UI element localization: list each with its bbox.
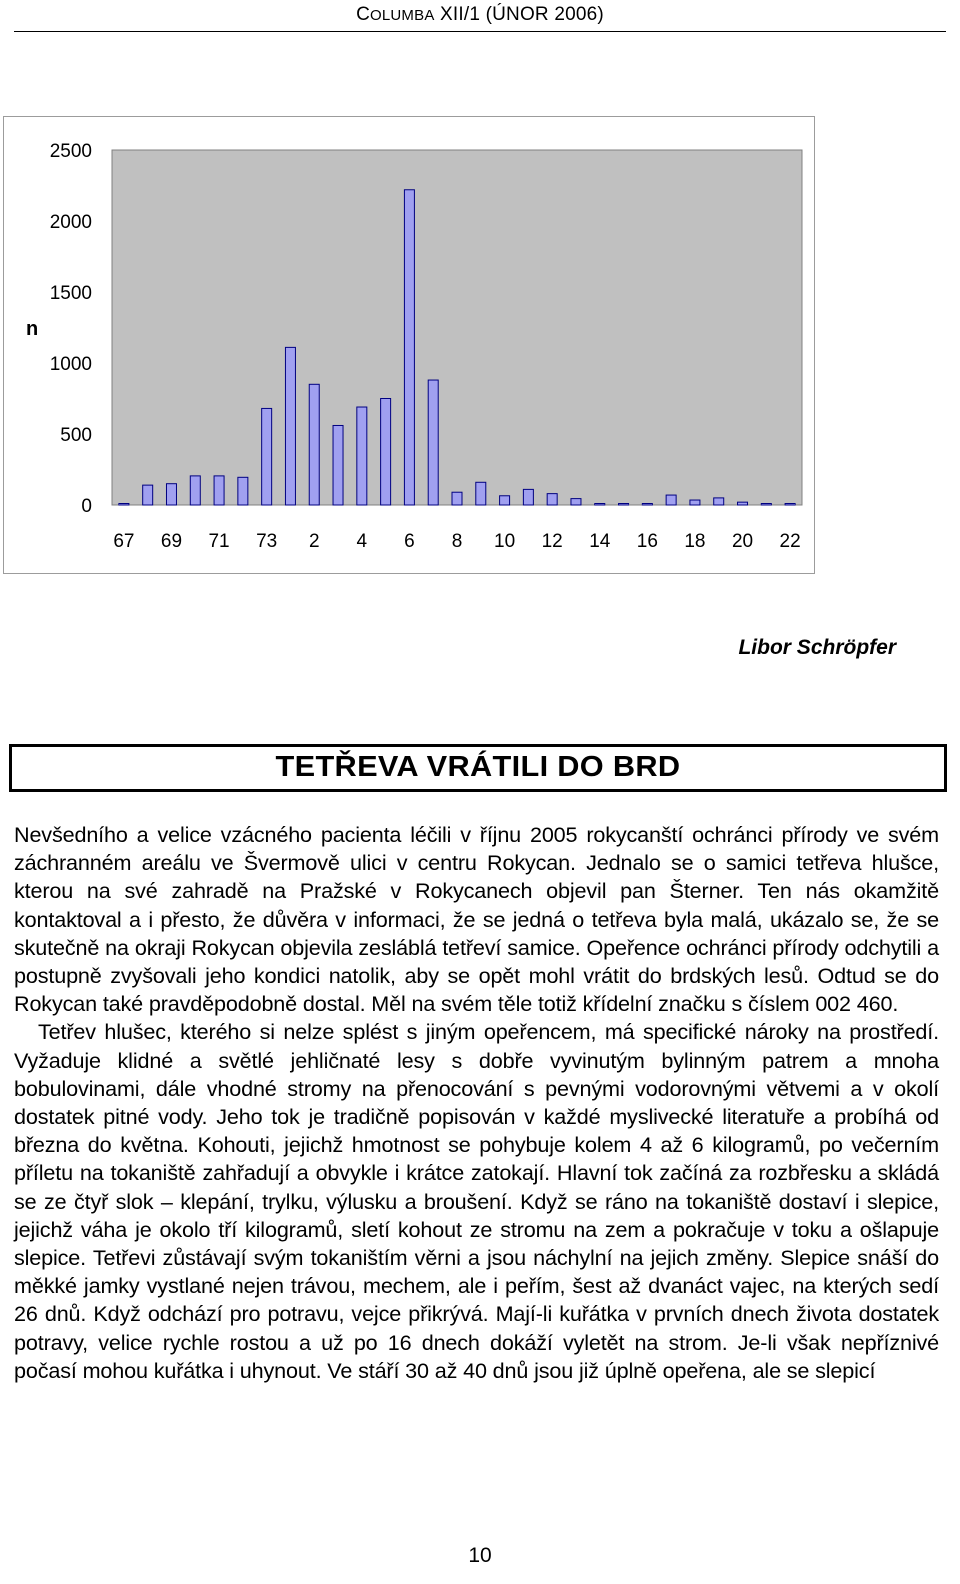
x-tick-label: 6	[404, 531, 415, 552]
journal-name-rest: OLUMBA	[369, 7, 435, 24]
y-tick-label: 2500	[49, 141, 92, 162]
page-number: 10	[468, 1544, 492, 1567]
bar-18	[690, 500, 700, 505]
bar-8	[452, 492, 462, 505]
running-header	[300, 4, 660, 26]
bar-16	[642, 504, 652, 506]
y-tick-labels	[50, 141, 92, 517]
bar-14	[595, 504, 605, 506]
chart-svg	[4, 117, 816, 575]
x-tick-label: 20	[731, 531, 754, 552]
bar-69	[166, 484, 176, 505]
y-tick-label: 0	[81, 496, 92, 517]
x-tick-label: 2	[308, 531, 320, 552]
bar-71	[214, 476, 224, 505]
bar-13	[571, 499, 581, 505]
y-tick-label: 2000	[49, 212, 92, 233]
paragraph-2: Tetřev hlušec, kterého si nelze splést s jiným opeřencem, má specifické nároky na prostředí. Vyžaduje klidné a světlé jehličnaté lesy s dobře vyvinutým bylinným patrem a mnoha bobulovinami, dále vhodné stromy na přenocování s pevnými vodorovnými větvemi a v okolí dostatek pitné vody. Jeho tok je tradičně popisován v každé myslivecké literatuře a probíhá od března do května. Kohouti, jejichž hmotnost se pohybuje kolem 4 až 6 kilogramů, po večerním příletu na tokaniště zahřadují a obvykle i krátce zatokají. Hlavní tok začíná za rozbřesku a skládá se ze čtyř slok – klepání, trylku, výlusku a broušení. Když se ráno na tokaniště dostaví i slepice, jejichž váha je okolo tří kilogramů, sletí kohout ze stromu na zem a pokračuje v toku a ošlapuje slepice. Tetřevi zůstávají svým tokaništím věrni a jsou náchylní na jejich změny. Slepice snáší do měkké jamky vystlané nejen trávou, mechem, ale i peřím, šest až dvanáct vajec, na kterých sedí 26 dnů. Když odchází pro potravu, vejce přikrývá. Mají-li kuřátka v prvních dnech života dostatek potravy, velice rychle rostou a už po 16 dnech dokáží vyletět na strom. Je-li však nepříznivé počasí mohou kuřátka i uhynout. Ve stáří 30 až 40 dnů jsou již úplně opeřena, ale se slepicí	[14, 1019, 939, 1383]
bar-20	[738, 502, 748, 505]
bar-10	[500, 496, 510, 505]
x-tick-label: 71	[208, 531, 230, 552]
x-tick-label: 16	[636, 531, 658, 552]
bar-15	[619, 504, 629, 506]
x-tick-label: 67	[113, 531, 135, 552]
header-rule	[14, 31, 946, 32]
bar-73	[262, 408, 272, 505]
bar-68	[143, 485, 153, 505]
y-tick-label: 1500	[49, 283, 92, 304]
x-tick-label: 69	[160, 531, 183, 552]
bar-21	[761, 504, 771, 506]
bar-70	[190, 476, 200, 505]
bar-4	[357, 407, 367, 505]
bar-72	[238, 477, 248, 505]
issue-info: XII/1 (ÚNOR 2006)	[440, 4, 604, 25]
y-tick-label: 500	[60, 425, 92, 446]
bar-3	[333, 425, 343, 505]
bar-6	[404, 190, 414, 505]
bar-7	[428, 380, 438, 505]
x-tick-labels	[113, 531, 800, 552]
bar-9	[476, 482, 486, 505]
bar-2	[309, 384, 319, 505]
author-name: Libor Schröpfer	[738, 636, 896, 659]
article-title: TETŘEVA VRÁTILI DO BRD	[275, 751, 681, 783]
y-axis-label: n	[26, 318, 39, 340]
article-title-box	[9, 744, 947, 792]
x-tick-label: 4	[356, 531, 368, 552]
bar-12	[547, 494, 557, 505]
bar-19	[714, 498, 724, 505]
x-tick-label: 10	[494, 531, 516, 552]
bar-22	[785, 504, 795, 506]
x-tick-label: 14	[589, 531, 611, 552]
bar-chart	[3, 116, 815, 574]
y-tick-label: 1000	[49, 354, 92, 375]
bar-1	[285, 347, 295, 505]
x-tick-label: 8	[451, 531, 463, 552]
x-tick-label: 12	[541, 531, 563, 552]
x-tick-label: 22	[779, 531, 801, 552]
x-tick-label: 73	[256, 531, 278, 552]
bar-67	[119, 504, 129, 506]
bar-17	[666, 495, 676, 505]
paragraph-1: Nevšedního a velice vzácného pacienta léčili v říjnu 2005 rokycanští ochránci přírody ve svém záchranném areálu ve Švermově ulici v centru Rokycan. Jednalo se o samici tetřeva hlušce, kterou na své zahradě na Pražské v Rokycanech objevil pan Šterner. Ten nás okamžitě kontaktoval a i přesto, že důvěra v informaci, že se jedná o tetřeva byla malá, ukázalo se, že se skutečně na okraji Rokycan objevila zesláblá tetřeví samice. Opeřence ochránci přírody odchytili a postupně zvyšovali jeho kondici natolik, aby se opět mohl vrátit do brdských lesů. Odtud se do Rokycan také pravděpodobně dostal. Měl na svém těle totiž křídelní značku s číslem 002 460.	[14, 822, 939, 1017]
x-tick-label: 18	[684, 531, 706, 552]
journal-initial: C	[356, 4, 370, 25]
plot-area	[112, 150, 802, 505]
article-body	[14, 821, 939, 1385]
bar-5	[381, 399, 391, 506]
bar-11	[523, 489, 533, 505]
